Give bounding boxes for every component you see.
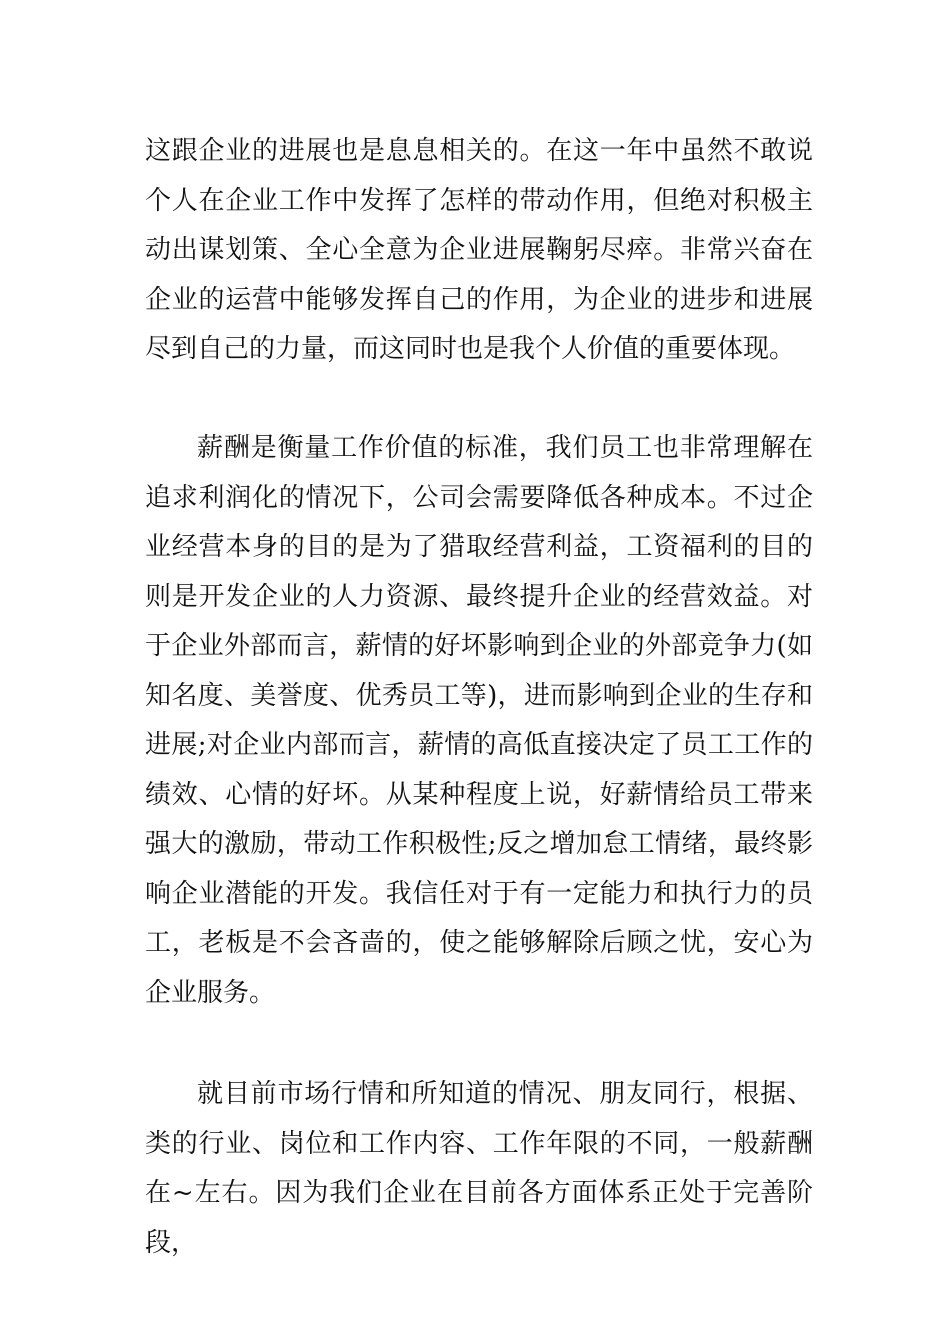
paragraph-salary-value: 薪酬是衡量工作价值的标准，我们员工也非常理解在追求利润化的情况下，公司会需要降低各种成本。不过企业经营本身的目的是为了猎取经营利益，工资福利的目的则是开发企业的人力资源、最终提升企业的经营效益。对于企业外部而言，薪情的好坏影响到企业的外部竞争力(如知名度、美誉度、优秀员工等)，进而影响到企业的生存和进展;对企业内部而言，薪情的高低直接决定了员工工作的绩效、心情的好坏。从某种程度上说，好薪情给员工带来强大的激励，带动工作积极性;反之增加怠工情绪，最终影响企业潜能的开发。我信任对于有一定能力和执行力的员工，老板是不会吝啬的，使之能够解除后顾之忧，安心为企业服务。	[145, 433, 813, 1008]
paragraph-market-conditions: 就目前市场行情和所知道的情况、朋友同行，根据、类的行业、岗位和工作内容、工作年限的不同，一般薪酬在~左右。因为我们企业在目前各方面体系正处于完善阶段，	[145, 1079, 813, 1258]
paragraph-continuation: 这跟企业的进展也是息息相关的。在这一年中虽然不敢说个人在企业工作中发挥了怎样的带动作用，但绝对积极主动出谋划策、全心全意为企业进展鞠躬尽瘁。非常兴奋在企业的运营中能够发挥自己的作用，为企业的进步和进展尽到自己的力量，而这同时也是我个人价值的重要体现。	[145, 136, 813, 364]
